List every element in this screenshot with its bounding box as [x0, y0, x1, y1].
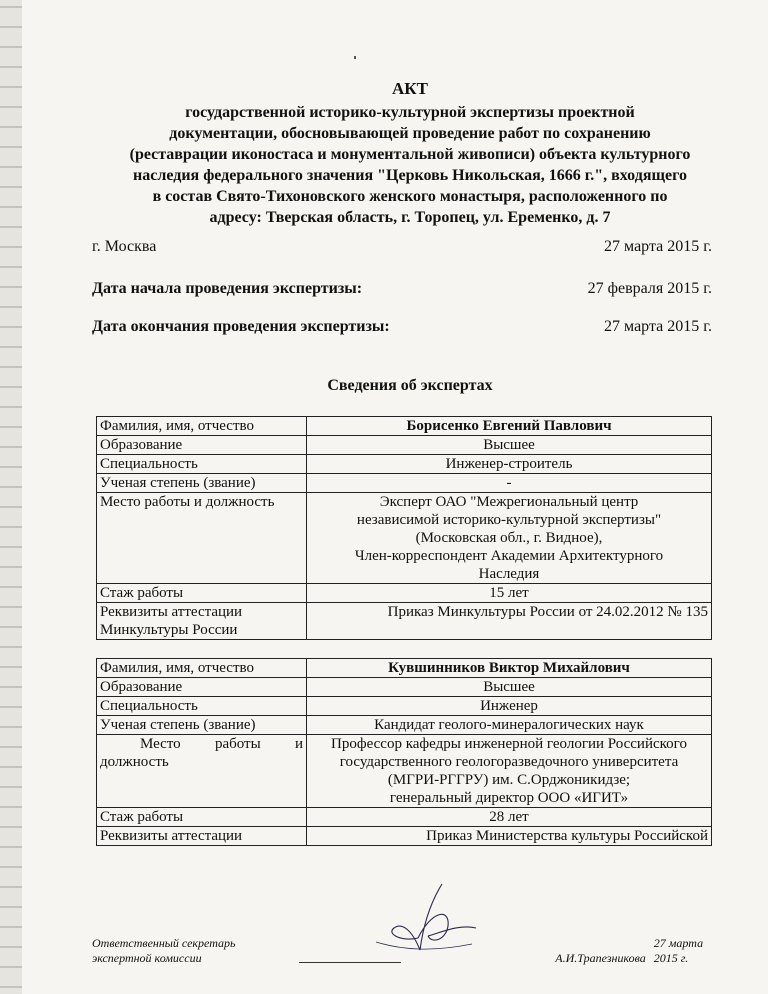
title-line-3: (реставрации иконостаса и монументальной живописи) объекта культурного	[129, 146, 691, 163]
education-label: Образование	[97, 436, 307, 455]
expert-table-2	[96, 658, 712, 846]
table-row	[97, 735, 712, 808]
table-row	[97, 474, 712, 493]
attestation-label-line: Реквизиты аттестации	[100, 604, 243, 620]
degree-value: Кандидат геолого-минералогических наук	[307, 716, 712, 735]
label-word: и	[294, 736, 303, 752]
attestation-value: Приказ Минкультуры России от 24.02.2012 № 135	[307, 603, 712, 640]
signature-line	[299, 961, 401, 963]
workplace-label	[97, 735, 307, 808]
workplace-line: независимой историко-культурной экспертизы"	[356, 512, 662, 528]
attestation-label: Реквизиты аттестации	[97, 827, 307, 846]
end-label: Дата окончания проведения экспертизы:	[92, 318, 390, 335]
attestation-value: Приказ Министерства культуры Российской	[307, 827, 712, 846]
workplace-value	[307, 493, 712, 584]
workplace-line: (Московская обл., г. Видное),	[415, 530, 603, 546]
name-label: Фамилия, имя, отчество	[97, 417, 307, 436]
document-title	[90, 78, 730, 228]
workplace-line: Эксперт ОАО "Межрегиональный центр	[379, 494, 639, 510]
experience-label: Стаж работы	[97, 808, 307, 827]
table-row	[97, 697, 712, 716]
degree-label: Ученая степень (звание)	[97, 716, 307, 735]
specialty-value: Инженер	[307, 697, 712, 716]
table-row	[97, 678, 712, 697]
workplace-line: государственного геологоразведочного университета	[339, 754, 679, 770]
table-row	[97, 808, 712, 827]
workplace-line: Профессор кафедры инженерной геологии Российского	[331, 736, 687, 752]
workplace-line: генеральный директор ООО «ИГИТ»	[389, 790, 629, 806]
section-title: Сведения об экспертах	[327, 377, 493, 394]
workplace-line: Наследия	[478, 566, 540, 582]
label-word: должность	[100, 754, 169, 770]
experience-value: 15 лет	[307, 584, 712, 603]
experience-value: 28 лет	[307, 808, 712, 827]
city: г. Москва	[92, 238, 157, 255]
start-label: Дата начала проведения экспертизы:	[92, 280, 363, 297]
start-date-row	[92, 280, 712, 298]
experience-label: Стаж работы	[97, 584, 307, 603]
end-date-row	[92, 318, 712, 336]
end-value: 27 марта 2015 г.	[604, 318, 712, 335]
workplace-line: (МГРИ-РГГРУ) им. С.Орджоникидзе;	[387, 772, 631, 788]
education-value: Высшее	[307, 436, 712, 455]
specialty-label: Специальность	[97, 455, 307, 474]
workplace-line: Член-корреспондент Академии Архитектурного	[354, 548, 664, 564]
expert-table-1	[96, 416, 712, 640]
binding-edge	[0, 0, 22, 994]
table-row	[97, 659, 712, 678]
education-label: Образование	[97, 678, 307, 697]
label-word: работы	[214, 736, 261, 752]
table-row	[97, 455, 712, 474]
place-date-row	[92, 238, 712, 256]
secretary-label: Ответственный секретарь экспертной комиссии	[92, 936, 236, 965]
secretary-name: А.И.Трапезникова	[555, 951, 646, 965]
act-date: 27 марта 2015 г.	[604, 238, 712, 255]
specialty-value: Инженер-строитель	[307, 455, 712, 474]
label-word: Место	[140, 736, 181, 752]
footer-date: 27 марта 2015 г.	[653, 936, 704, 965]
title-line-4: наследия федерального значения "Церковь Никольская, 1666 г.", входящего	[133, 167, 687, 184]
start-value: 27 февраля 2015 г.	[587, 280, 712, 297]
scan-speck	[354, 56, 356, 59]
degree-label: Ученая степень (звание)	[97, 474, 307, 493]
title-line-6: адресу: Тверская область, г. Торопец, ул. Еременко, д. 7	[209, 209, 611, 226]
table-row	[97, 436, 712, 455]
name-label: Фамилия, имя, отчество	[97, 659, 307, 678]
attestation-label-line: Минкультуры России	[100, 622, 238, 638]
workplace-label: Место работы и должность	[97, 493, 307, 584]
table-row	[97, 716, 712, 735]
degree-value: -	[307, 474, 712, 493]
table-row	[97, 417, 712, 436]
title-line-5: в состав Свято-Тихоновского женского монастыря, расположенного по	[152, 188, 668, 205]
expert-name: Борисенко Евгений Павлович	[307, 417, 712, 436]
table-row	[97, 493, 712, 584]
footer	[92, 936, 722, 966]
expert-name: Кувшинников Виктор Михайлович	[307, 659, 712, 678]
table-row	[97, 603, 712, 640]
attestation-label	[97, 603, 307, 640]
table-row	[97, 827, 712, 846]
workplace-label-line1	[100, 735, 303, 753]
education-value: Высшее	[307, 678, 712, 697]
specialty-label: Специальность	[97, 697, 307, 716]
title-line-2: документации, обосновывающей проведение работ по сохранению	[169, 125, 651, 142]
title-act: АКТ	[392, 79, 428, 98]
workplace-value	[307, 735, 712, 808]
table-row	[97, 584, 712, 603]
title-line-1: государственной историко-культурной экспертизы проектной	[185, 104, 635, 121]
